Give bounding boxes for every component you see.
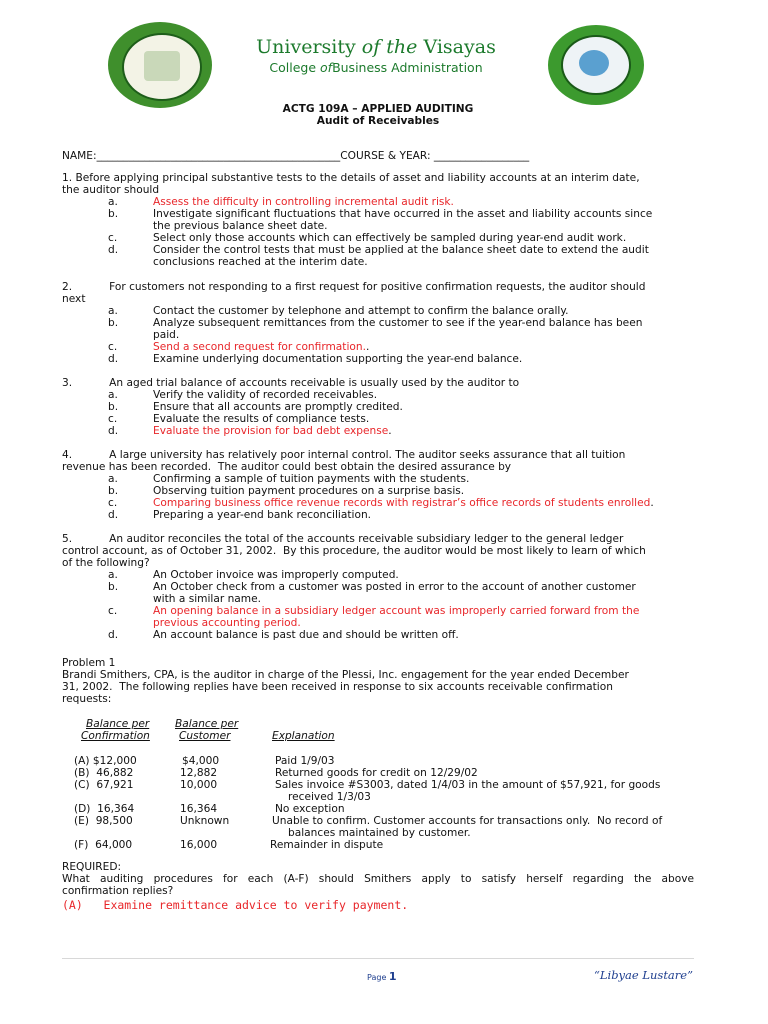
answer-option-b <box>108 581 694 605</box>
question-5 <box>62 533 694 641</box>
question-stem-line: 1. Before applying principal substantive tests to the details of asset and liability accounts at an interim date, <box>62 172 640 184</box>
question-stem-line: of the following? <box>62 557 150 569</box>
col-header-customer-1: Balance per <box>175 718 239 730</box>
col-header-confirmation-1: Balance per <box>86 718 150 730</box>
option-text: Investigate significant fluctuations that have occurred in the asset and liability accounts since <box>153 208 653 220</box>
table-row <box>72 791 712 803</box>
question-stem-line: 4. A large university has relatively poor internal control. The auditor seeks assurance that all tuition <box>62 449 626 461</box>
answer-option-c <box>108 413 694 425</box>
answer-option-a <box>108 305 694 317</box>
option-letter: b. <box>108 317 119 329</box>
subject-title: Audit of Receivables <box>316 115 440 127</box>
option-text: Preparing a year-end bank reconciliation. <box>153 509 372 521</box>
question-stem-line: 3. An aged trial balance of accounts receivable is usually used by the auditor to <box>62 377 520 389</box>
answer-a-text: (A) Examine remittance advice to verify payment. <box>62 898 409 912</box>
question-1 <box>62 172 694 268</box>
question-stem-line: 2. For customers not responding to a first request for positive confirmation requests, the auditor should <box>62 281 646 293</box>
answer-option-a <box>108 473 694 485</box>
answer-option-d <box>108 509 694 521</box>
balance-per-confirmation: (F) 64,000 <box>74 839 133 851</box>
answer-options <box>108 389 694 437</box>
college-title: College ofBusiness Administration <box>269 60 483 75</box>
balance-per-customer: Unknown <box>180 815 230 827</box>
question-stem-line: revenue has been recorded. The auditor could best obtain the desired assurance by <box>62 461 512 473</box>
option-text: Analyze subsequent remittances from the customer to see if the year-end balance has been <box>153 317 643 329</box>
correct-answer-text: Evaluate the provision for bad debt expense. <box>153 425 392 437</box>
answer-option-c <box>108 232 694 244</box>
option-letter: b. <box>108 208 119 220</box>
option-letter: c. <box>108 605 118 617</box>
option-text: paid. <box>153 329 180 341</box>
answer-option-b <box>108 208 694 232</box>
explanation: Unable to confirm. Customer accounts for transactions only. No record of <box>272 815 663 827</box>
answer-option-b <box>108 317 694 341</box>
option-letter: a. <box>108 473 118 485</box>
option-text: An October check from a customer was posted in error to the account of another customer <box>153 581 636 593</box>
balance-per-confirmation: (E) 98,500 <box>74 815 133 827</box>
option-letter: a. <box>108 389 118 401</box>
option-text: Observing tuition payment procedures on a surprise basis. <box>153 485 465 497</box>
answer-option-d <box>108 425 694 437</box>
correct-answer-text: Assess the difficulty in controlling incremental audit risk. <box>153 196 454 208</box>
explanation: Paid 1/9/03 <box>275 755 335 767</box>
option-text: the previous balance sheet date. <box>153 220 328 232</box>
correct-answer-text: previous accounting period. <box>153 617 301 629</box>
name-course-line: NAME:______________________________________________COURSE & YEAR: __________________ <box>62 150 530 162</box>
balance-per-customer: 10,000 <box>180 779 218 791</box>
required-label: REQUIRED: <box>62 861 122 873</box>
correct-answer-text: An opening balance in a subsidiary ledger account was improperly carried forward from the <box>153 605 640 617</box>
question-3 <box>62 377 694 437</box>
explanation: Returned goods for credit on 12/29/02 <box>275 767 478 779</box>
balance-per-confirmation: (A) $12,000 <box>74 755 137 767</box>
college-seal-right <box>548 25 644 105</box>
answer-option-d <box>108 244 694 268</box>
explanation: No exception <box>275 803 345 815</box>
balance-per-customer: 12,882 <box>180 767 218 779</box>
balance-per-customer: 16,364 <box>180 803 218 815</box>
option-text: Examine underlying documentation supporting the year-end balance. <box>153 353 523 365</box>
course-code: ACTG 109A – APPLIED AUDITING <box>282 103 474 115</box>
explanation: Sales invoice #S3003, dated 1/4/03 in the amount of $57,921, for goods <box>275 779 661 791</box>
option-text: An October invoice was improperly computed. <box>153 569 399 581</box>
answer-option-c <box>108 341 694 353</box>
option-letter: c. <box>108 413 118 425</box>
option-letter: d. <box>108 509 119 521</box>
required-section: REQUIRED: What auditing procedures for each (A-F) should Smithers apply to satisfy herself regarding the above confirmation replies? <box>62 861 694 897</box>
answer-option-b <box>108 485 694 497</box>
option-letter: d. <box>108 353 119 365</box>
table-row <box>72 827 712 839</box>
option-text: An account balance is past due and should be written off. <box>153 629 459 641</box>
option-letter: a. <box>108 569 118 581</box>
footer-divider <box>62 958 694 959</box>
explanation: Remainder in dispute <box>270 839 384 851</box>
option-letter: a. <box>108 196 118 208</box>
answer-option-c <box>108 605 694 629</box>
question-stem-line: the auditor should <box>62 184 160 196</box>
answer-option-d <box>108 353 694 365</box>
question-stem-line: 5. An auditor reconciles the total of the accounts receivable subsidiary ledger to the general ledger <box>62 533 624 545</box>
answer-option-c <box>108 497 694 509</box>
option-letter: c. <box>108 497 118 509</box>
option-letter: d. <box>108 425 119 437</box>
answer-options <box>108 196 694 268</box>
university-seal-left <box>108 22 212 108</box>
table-row <box>72 839 712 851</box>
question-4 <box>62 449 694 521</box>
balance-per-confirmation: (D) 16,364 <box>74 803 135 815</box>
explanation: received 1/3/03 <box>288 791 371 803</box>
option-text: conclusions reached at the interim date. <box>153 256 368 268</box>
answer-option-d <box>108 629 694 641</box>
option-letter: d. <box>108 244 119 256</box>
explanation: balances maintained by customer. <box>288 827 471 839</box>
problem-intro: Problem 1 Brandi Smithers, CPA, is the auditor in charge of the Plessi, Inc. engagement for the year ended December 31, 2002. The following replies have been received in response to six accounts receivable confirmation requests: <box>62 657 694 705</box>
option-text: Consider the control tests that must be applied at the balance sheet date to extend the audit <box>153 244 649 256</box>
option-letter: a. <box>108 305 118 317</box>
col-header-explanation: Explanation <box>272 730 335 742</box>
answer-option-a <box>108 196 694 208</box>
question-stem-line: next <box>62 293 86 305</box>
question-stem-line: control account, as of October 31, 2002. By this procedure, the auditor would be most likely to learn of which <box>62 545 646 557</box>
answer-option-a <box>108 569 694 581</box>
balance-per-customer: $4,000 <box>182 755 220 767</box>
option-text: Select only those accounts which can effectively be sampled during year-end audit work. <box>153 232 627 244</box>
question-2 <box>62 281 694 365</box>
option-letter: b. <box>108 401 119 413</box>
col-header-confirmation-2: Confirmation <box>81 730 150 742</box>
problem-title: Problem 1 <box>62 657 116 669</box>
table-row <box>72 803 712 815</box>
answer-option-a <box>108 389 694 401</box>
option-text: Contact the customer by telephone and attempt to confirm the balance orally. <box>153 305 569 317</box>
option-letter: c. <box>108 232 118 244</box>
table-row <box>72 755 712 767</box>
table-row <box>72 767 712 779</box>
option-text: Ensure that all accounts are promptly credited. <box>153 401 403 413</box>
answer-options <box>108 569 694 641</box>
correct-answer-text: Send a second request for confirmation.. <box>153 341 370 353</box>
table-row <box>72 815 712 827</box>
option-text: Verify the validity of recorded receivables. <box>153 389 378 401</box>
table-row <box>72 779 712 791</box>
university-title: University of the Visayas <box>256 36 496 58</box>
answer-options <box>108 305 694 365</box>
balance-per-confirmation: (B) 46,882 <box>74 767 134 779</box>
building-emblem-icon <box>144 51 180 81</box>
option-text: Confirming a sample of tuition payments with the students. <box>153 473 470 485</box>
col-header-customer-2: Customer <box>179 730 231 742</box>
option-letter: b. <box>108 485 119 497</box>
option-text: with a similar name. <box>153 593 261 605</box>
answer-option-b <box>108 401 694 413</box>
author-signature: “Libyae Lustare” <box>594 968 693 982</box>
option-text: Evaluate the results of compliance tests. <box>153 413 370 425</box>
option-letter: c. <box>108 341 118 353</box>
globe-handshake-icon <box>579 50 609 76</box>
option-letter: d. <box>108 629 119 641</box>
page-number: Page 1 <box>367 970 397 983</box>
balance-per-customer: 16,000 <box>180 839 218 851</box>
option-letter: b. <box>108 581 119 593</box>
balance-per-confirmation: (C) 67,921 <box>74 779 134 791</box>
answer-options <box>108 473 694 521</box>
correct-answer-text: Comparing business office revenue records with registrar’s office records of students enrolled. <box>153 497 654 509</box>
